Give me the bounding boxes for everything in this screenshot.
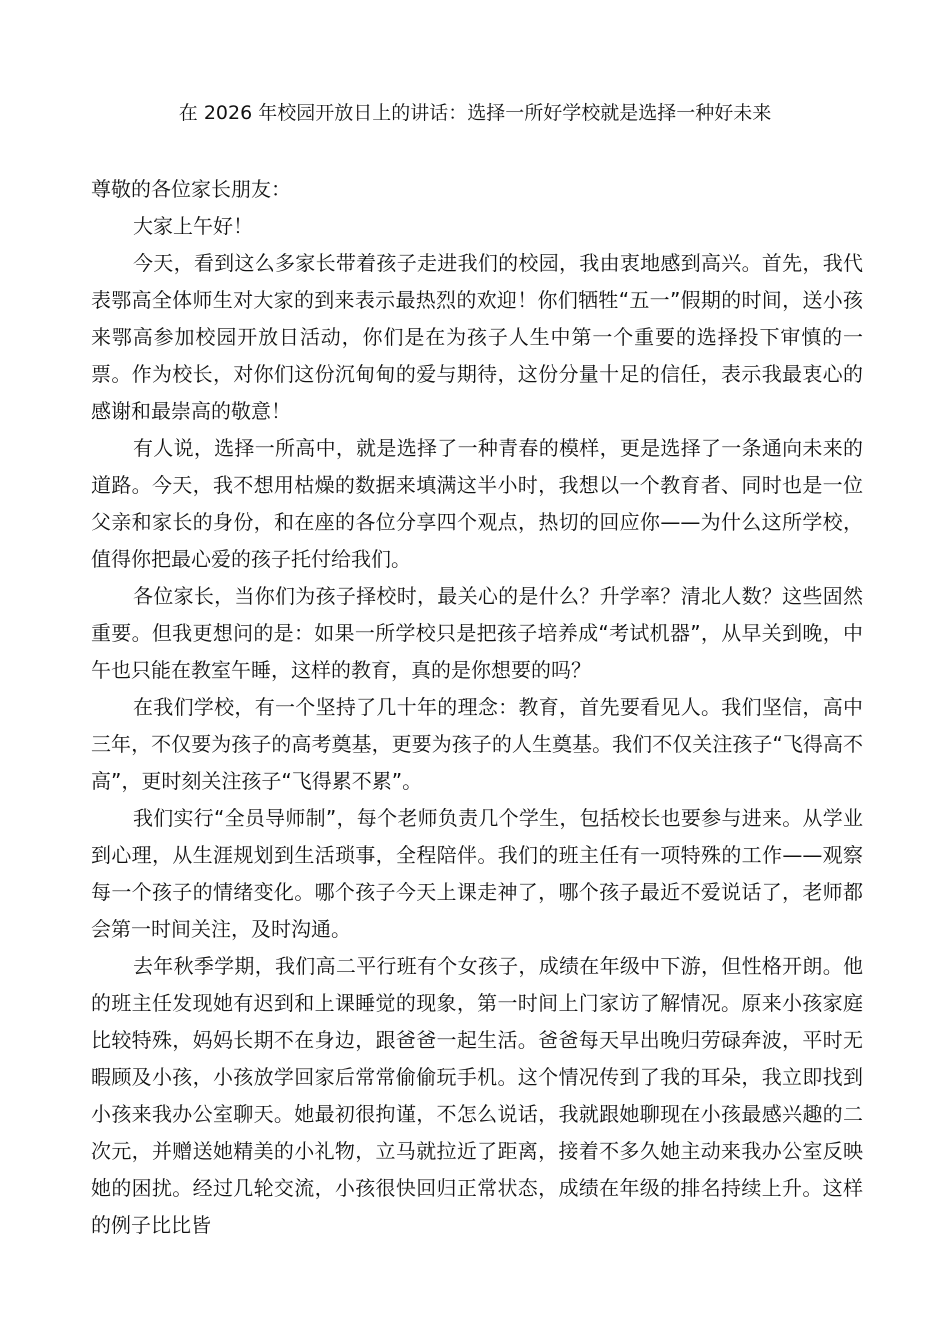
paragraph: 去年秋季学期，我们高二平行班有个女孩子，成绩在年级中下游，但性格开朗。他的班主任发现她有迟到和上课睡觉的现象，第一时间上门家访了解情况。原来小孩家庭比较特殊，妈妈长期不在身边，跟爸爸一起生活。爸爸每天早出晚归劳碌奔波，平时无暇顾及小孩，小孩放学回家后常常偷偷玩手机。这个情况传到了我的耳朵，我立即找到小孩来我办公室聊天。她最初很拘谨，不怎么说话，我就跟她聊现在小孩最感兴趣的二次元，并赠送她精美的小礼物，立马就拉近了距离，接着不多久她主动来我办公室反映她的困扰。经过几轮交流，小孩很快回归正常状态，成绩在年级的排名持续上升。这样的例子比比皆	[91, 954, 863, 1237]
document-title: 在 2026 年校园开放日上的讲话：选择一所好学校就是选择一种好未来	[178, 102, 772, 124]
paragraph: 今天，看到这么多家长带着孩子走进我们的校园，我由衷地感到高兴。首先，我代表鄂高全体师生对大家的到来表示最热烈的欢迎！你们牺牲“五一”假期的时间，送小孩来鄂高参加校园开放日活动，你们是在为孩子人生中第一个重要的选择投下审慎的一票。作为校长，对你们这份沉甸甸的爱与期待，这份分量十足的信任，表示我最衷心的感谢和最崇高的敬意！	[91, 251, 863, 423]
salutation: 尊敬的各位家长朋友：	[91, 177, 291, 201]
paragraph: 有人说，选择一所高中，就是选择了一种青春的模样，更是选择了一条通向未来的道路。今天，我不想用枯燥的数据来填满这半小时，我想以一个教育者、同时也是一位父亲和家长的身份，和在座的各位分享四个观点，热切的回应你——为什么这所学校，值得你把最心爱的孩子托付给我们。	[91, 436, 863, 571]
paragraph: 我们实行“全员导师制”，每个老师负责几个学生，包括校长也要参与进来。从学业到心理，从生涯规划到生活琐事，全程陪伴。我们的班主任有一项特殊的工作——观察每一个孩子的情绪变化。哪个孩子今天上课走神了，哪个孩子最近不爱说话了，老师都会第一时间关注，及时沟通。	[91, 806, 863, 941]
document-body	[91, 171, 863, 1244]
paragraph: 大家上午好！	[133, 214, 253, 238]
paragraph: 在我们学校，有一个坚持了几十年的理念：教育，首先要看见人。我们坚信，高中三年，不仅要为孩子的高考奠基，更要为孩子的人生奠基。我们不仅关注孩子“飞得高不高”，更时刻关注孩子“飞得累不累”。	[91, 695, 863, 793]
paragraph: 各位家长，当你们为孩子择校时，最关心的是什么？升学率？清北人数？这些固然重要。但我更想问的是：如果一所学校只是把孩子培养成“考试机器”，从早关到晚，中午也只能在教室午睡，这样的教育，真的是你想要的吗？	[91, 584, 863, 682]
